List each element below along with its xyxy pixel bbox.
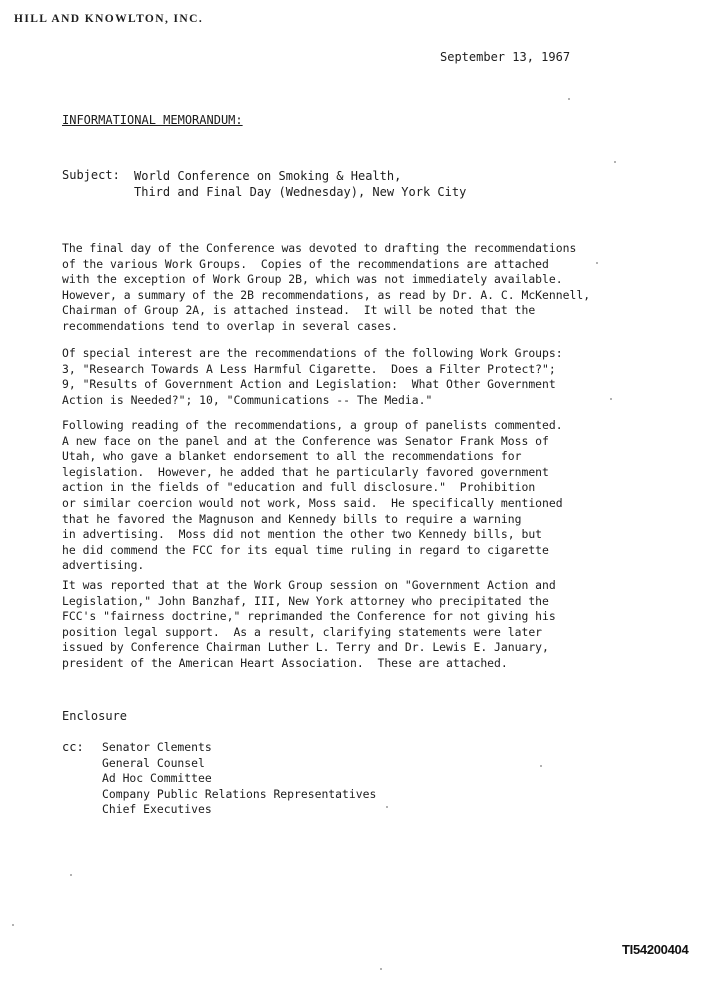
text-line: issued by Conference Chairman Luther L. Terry and Dr. Lewis E. January, [62,640,549,655]
text-line: action in the fields of "education and full disclosure." Prohibition [62,480,536,495]
enclosure-label: Enclosure [62,709,128,723]
scan-speck [386,806,388,808]
text-line: advertising. [62,558,145,573]
text-line: recommendations tend to overlap in several cases. [62,318,399,333]
text-line: A new face on the panel and at the Conference was Senator Frank Moss of [62,433,549,448]
scan-speck [380,968,382,970]
text-line: in advertising. Moss did not mention the other two Kennedy bills, but [62,527,543,542]
scan-speck [610,398,612,400]
paragraph [62,578,556,672]
scan-speck [568,98,570,100]
text-line: Chairman of Group 2A, is attached instead. It will be noted that the [62,303,536,318]
text-line: president of the American Heart Association. These are attached. [62,655,508,670]
text-line: 3, "Research Towards A Less Harmful Cigarette. Does a Filter Protect?"; [62,361,556,376]
cc-recipient: Ad Hoc Committee [102,771,212,786]
cc-recipient: Company Public Relations Representatives [102,786,377,801]
memo-date: September 13, 1967 [440,50,571,64]
text-line: or similar coercion would not work, Moss said. He specifically mentioned [62,495,563,510]
text-line: The final day of the Conference was devoted to drafting the recommendations [62,241,577,255]
text-line: position legal support. As a result, clarifying statements were later [62,624,543,639]
text-line: FCC's "fairness doctrine," reprimanded the Conference for not giving his [62,609,556,624]
subject-line: Third and Final Day (Wednesday), New York City [134,185,467,199]
memo-heading: INFORMATIONAL MEMORANDUM: [62,113,243,127]
text-line: 9, "Results of Government Action and Legislation: What Other Government [62,377,556,392]
scan-speck [614,161,616,163]
text-line: Action is Needed?"; 10, "Communications -- The Media." [62,392,433,407]
text-line: that he favored the Magnuson and Kennedy bills to require a warning [62,511,522,526]
text-line: It was reported that at the Work Group session on "Government Action and [62,578,556,592]
text-line: with the exception of Work Group 2B, which was not immediately available. [62,272,563,287]
cc-recipient: Senator Clements [102,740,212,754]
text-line: Of special interest are the recommendations of the following Work Groups: [62,346,563,360]
letterhead: HILL AND KNOWLTON, INC. [14,13,204,25]
document-id: TI54200404 [622,942,689,957]
scan-speck [596,262,598,264]
text-line: Utah, who gave a blanket endorsement to all the recommendations for [62,449,522,464]
subject-label: Subject: [62,168,120,182]
subject-line: World Conference on Smoking & Health, [134,169,402,183]
text-line: However, a summary of the 2B recommendations, as read by Dr. A. C. McKennell, [62,287,591,302]
paragraph [62,418,563,574]
cc-list [102,740,376,818]
scan-speck [70,874,72,876]
paragraph [62,241,590,335]
text-line: he did commend the FCC for its equal time ruling in regard to cigarette [62,542,549,557]
text-line: of the various Work Groups. Copies of the recommendations are attached [62,256,549,271]
text-line: legislation. However, he added that he particularly favored government [62,464,549,479]
scan-speck [12,924,14,926]
text-line: Following reading of the recommendations, a group of panelists commented. [62,418,563,432]
scan-speck [540,765,542,767]
paragraph [62,346,563,408]
cc-recipient: Chief Executives [102,802,212,817]
cc-label: cc: [62,740,84,754]
cc-recipient: General Counsel [102,755,205,770]
subject-text [134,168,466,200]
text-line: Legislation," John Banzhaf, III, New York attorney who precipitated the [62,593,549,608]
